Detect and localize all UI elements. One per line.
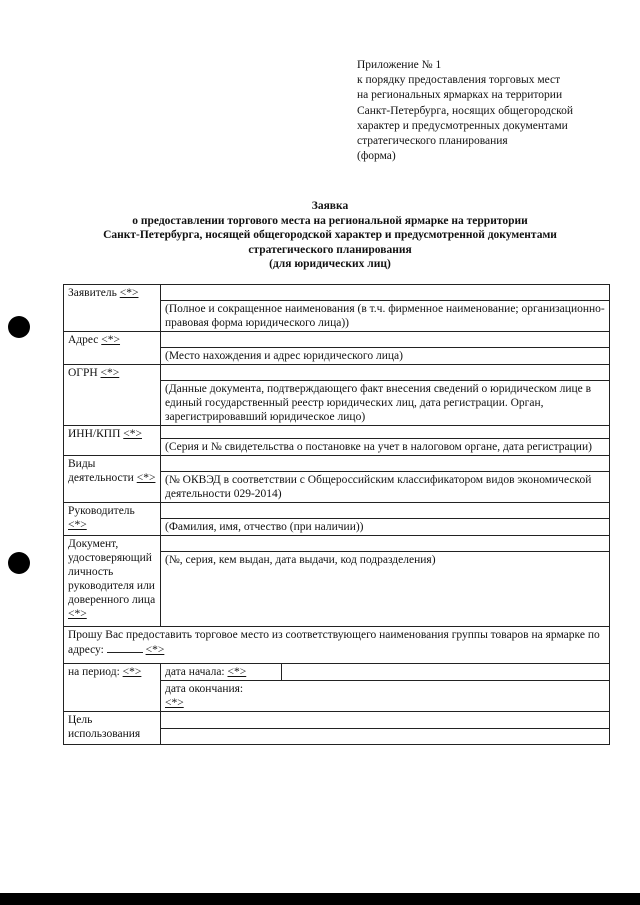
- footnote-mark: <*>: [136, 472, 156, 484]
- manager-label-cell: [64, 503, 161, 536]
- purpose-label-cell: [64, 712, 161, 745]
- period-label-cell: [64, 664, 161, 712]
- period-label: на период:: [68, 666, 120, 678]
- manager-hint: (Фамилия, имя, отчество (при наличии)): [160, 519, 609, 536]
- activity-label-cell: [64, 456, 161, 503]
- activity-label: Виды деятельности: [68, 458, 134, 484]
- footnote-mark: <*>: [145, 644, 165, 656]
- footnote-mark: <*>: [101, 334, 121, 346]
- footnote-mark: <*>: [164, 697, 184, 709]
- ogrn-label-cell: [64, 365, 161, 426]
- ogrn-input[interactable]: [160, 365, 609, 381]
- document-row: [64, 536, 610, 552]
- purpose-input[interactable]: [160, 712, 609, 729]
- appendix-line: Приложение № 1: [357, 59, 442, 71]
- appendix-line: характер и предусмотренных документами: [357, 119, 568, 132]
- binder-hole-mark: [8, 552, 30, 574]
- footnote-mark: <*>: [100, 367, 120, 379]
- period-row: [64, 664, 610, 681]
- applicant-label: Заявитель: [68, 287, 117, 299]
- applicant-row: [64, 285, 610, 301]
- ogrn-label: ОГРН: [68, 367, 98, 379]
- activity-hint: (№ ОКВЭД в соответствии с Общероссийским классификатором видов экономической деятельности 029-2014): [160, 472, 609, 503]
- appendix-line: на региональных ярмарках на территории: [357, 89, 563, 102]
- address-blank-field[interactable]: [107, 642, 143, 653]
- document-hint: (№, серия, кем выдан, дата выдачи, код подразделения): [160, 552, 609, 627]
- ogrn-hint: (Данные документа, подтверждающего факт внесения сведений о юридическом лице в единый государственный реестр юридических лиц, дата регистрации. Орган, зарегистрировавший юридическое лицо): [160, 381, 609, 426]
- appendix-line: Санкт-Петербурга, носящих общегородской: [357, 104, 573, 117]
- ogrn-row: [64, 365, 610, 381]
- appendix-line: стратегического планирования: [357, 135, 508, 148]
- start-date-label: дата начала:: [164, 666, 225, 678]
- scan-edge-bar: [0, 893, 640, 905]
- request-row: [64, 627, 610, 664]
- appendix-line: (форма): [357, 150, 396, 163]
- address-label-cell: [64, 332, 161, 365]
- application-form-table: [63, 284, 610, 745]
- title-line: о предоставлении торгового места на региональной ярмарке на территории: [132, 214, 528, 227]
- start-date-label-cell: [160, 664, 281, 681]
- title-line: стратегического планирования: [248, 243, 412, 256]
- applicant-label-cell: [64, 285, 161, 332]
- footnote-mark: <*>: [227, 666, 247, 678]
- manager-row: [64, 503, 610, 519]
- purpose-row: [64, 712, 610, 729]
- document-label: Документ, удостоверяющий личность руководителя или доверенного лица: [68, 538, 156, 606]
- manager-label: Руководитель: [68, 505, 135, 517]
- end-date-label: дата окончания:: [164, 683, 244, 695]
- footnote-mark: <*>: [122, 666, 142, 678]
- address-label: Адрес: [68, 334, 99, 346]
- footnote-mark: <*>: [68, 519, 87, 531]
- title-line: (для юридических лиц): [269, 258, 391, 270]
- start-date-input[interactable]: [281, 664, 609, 681]
- footnote-mark: <*>: [123, 428, 142, 440]
- address-row: [64, 332, 610, 348]
- manager-input[interactable]: [160, 503, 609, 519]
- document-title: [40, 199, 620, 272]
- inn-label-cell: [64, 426, 161, 456]
- document-label-cell: [64, 536, 161, 627]
- activity-row: [64, 456, 610, 472]
- purpose-input-2[interactable]: [160, 728, 609, 745]
- inn-input[interactable]: [160, 426, 609, 439]
- address-hint: (Место нахождения и адрес юридического лица): [160, 348, 609, 365]
- activity-input[interactable]: [160, 456, 609, 472]
- binder-hole-mark: [8, 316, 30, 338]
- title-line: Санкт-Петербурга, носящей общегородской характер и предусмотренной документами: [103, 229, 557, 241]
- end-date-cell[interactable]: [160, 681, 609, 712]
- title-line: Заявка: [311, 200, 349, 212]
- applicant-hint: (Полное и сокращенное наименования (в т.ч. фирменное наименование; организационно-правовая форма юридического лица)): [160, 301, 609, 332]
- inn-row: [64, 426, 610, 439]
- footnote-mark: <*>: [68, 608, 87, 620]
- document-input[interactable]: [160, 536, 609, 552]
- request-cell: [64, 627, 610, 664]
- request-text: Прошу Вас предоставить торговое место из соответствующего наименования группы товаров на ярмарке по адресу:: [68, 629, 600, 656]
- applicant-input[interactable]: [160, 285, 609, 301]
- footnote-mark: <*>: [119, 287, 139, 299]
- inn-hint: (Серия и № свидетельства о постановке на учет в налоговом органе, дата регистрации): [160, 439, 609, 456]
- purpose-label: Цель использования: [68, 714, 141, 740]
- inn-label: ИНН/КПП: [68, 428, 121, 440]
- address-input[interactable]: [160, 332, 609, 348]
- appendix-header: [357, 58, 627, 164]
- appendix-line: к порядку предоставления торговых мест: [357, 74, 561, 87]
